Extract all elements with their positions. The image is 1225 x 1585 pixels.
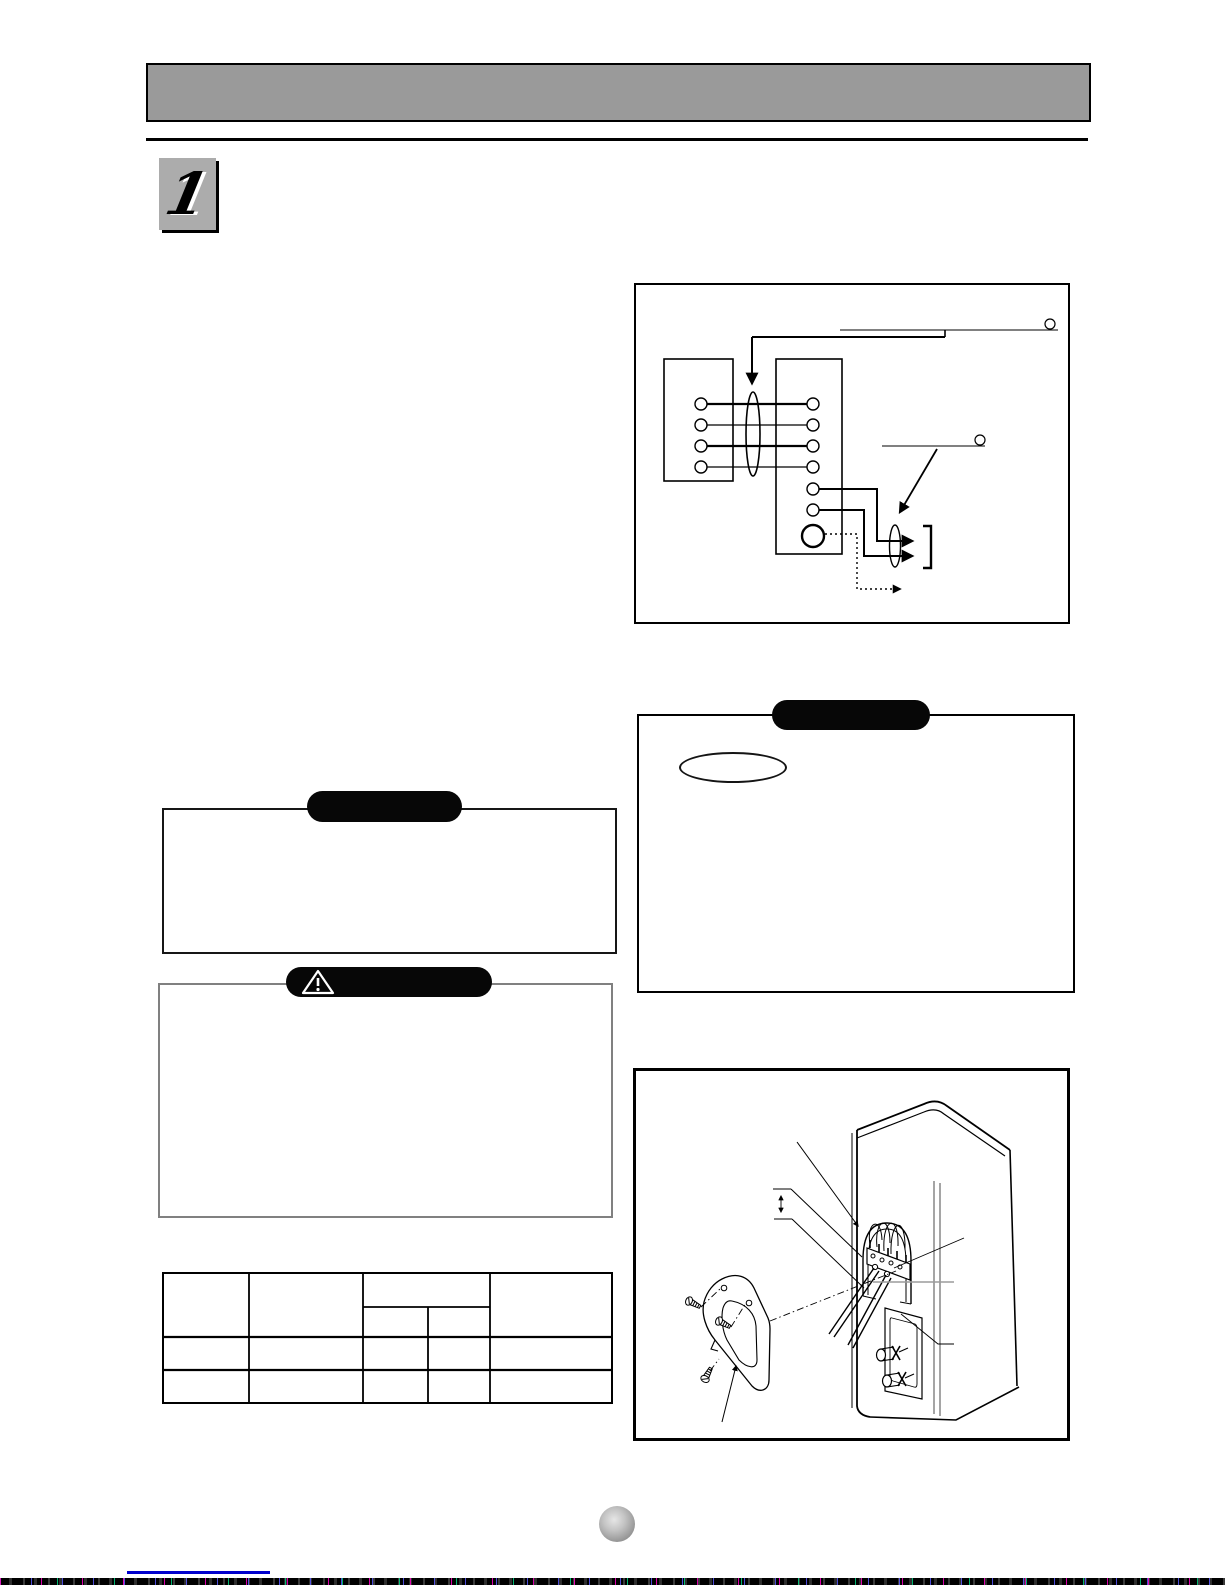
step-number: 1: [160, 160, 215, 228]
wiring-diagram: [634, 283, 1070, 624]
callout-circle-icon: [975, 435, 985, 445]
unit-connection-diagram: [633, 1068, 1070, 1441]
note-ellipse-highlight: [679, 752, 787, 783]
wiring-diagram-border: [635, 284, 1069, 623]
step-number-box: [159, 158, 216, 230]
warning-triangle-icon: [300, 969, 336, 996]
footer-blue-line: [127, 1571, 270, 1574]
header-title-bar: [146, 63, 1091, 122]
caution-banner: [307, 791, 462, 822]
callout-circle-icon: [1045, 319, 1055, 329]
caution-box: [162, 808, 617, 954]
header-divider: [146, 138, 1088, 141]
screw-hole: [721, 1285, 727, 1291]
note-banner: [772, 700, 930, 730]
spec-table: [162, 1272, 613, 1405]
warning-box: [158, 983, 613, 1218]
ground-terminal-circle: [802, 525, 824, 547]
screw-hole: [746, 1300, 752, 1306]
scan-edge-artifact: [0, 1578, 1225, 1585]
page-number-dot: [599, 1506, 635, 1542]
warning-banner: [286, 967, 492, 997]
